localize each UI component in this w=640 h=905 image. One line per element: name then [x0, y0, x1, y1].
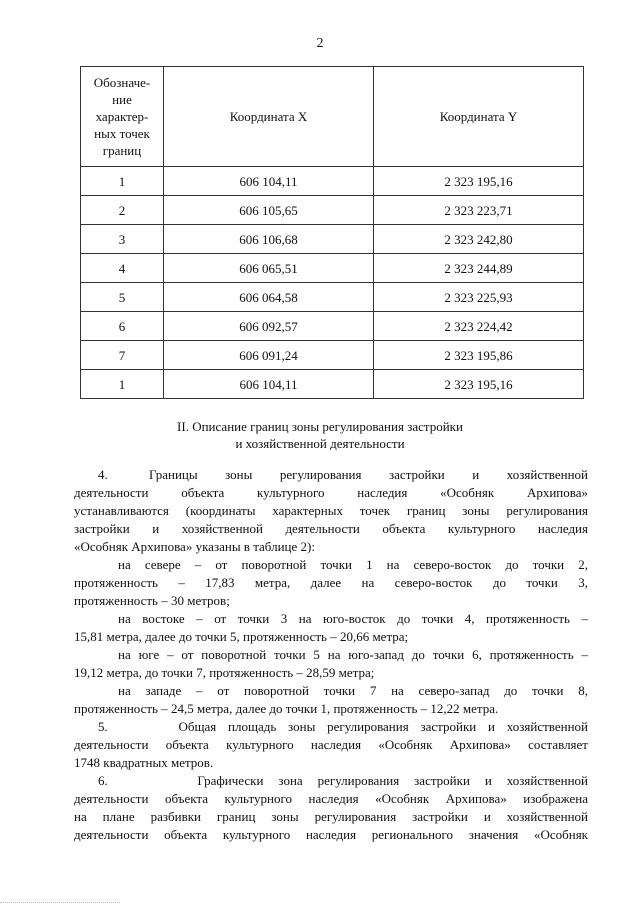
header-coordinate-y: Координата Y	[374, 67, 584, 167]
table-row	[81, 167, 584, 196]
footer-dotted-rule	[0, 902, 120, 903]
paragraph-5-line: 1748 квадратных метров.	[74, 755, 214, 770]
point-number: 2	[81, 196, 164, 225]
coordinate-x: 606 106,68	[164, 225, 374, 254]
document-body	[74, 466, 588, 844]
section-title-line-2: и хозяйственной деятельности	[235, 436, 405, 451]
table-row	[81, 341, 584, 370]
table-row	[81, 312, 584, 341]
coordinate-y: 2 323 242,80	[374, 225, 584, 254]
west-boundary-line: на западе – от поворотной точки 7 на северо-запад до точки 8,	[118, 683, 588, 698]
table-row	[81, 370, 584, 399]
coordinate-y: 2 323 195,16	[374, 167, 584, 196]
north-boundary-line: протяженность – 30 метров;	[74, 593, 230, 608]
coordinate-x: 606 104,11	[164, 370, 374, 399]
east-boundary-line: 15,81 метра, далее до точки 5, протяженность – 20,66 метра;	[74, 629, 409, 644]
paragraph-4-line: 4. Границы зоны регулирования застройки и хозяйственной	[98, 467, 588, 482]
table-header-row	[81, 67, 584, 167]
paragraph-5-line: 5. Общая площадь зоны регулирования застройки и хозяйственной	[98, 719, 588, 734]
coordinate-x: 606 105,65	[164, 196, 374, 225]
paragraph-4-line: застройки и хозяйственной деятельности объекта культурного наследия	[74, 521, 588, 536]
paragraph-4-line: устанавливаются (координаты характерных точек границ зоны регулирования	[74, 503, 588, 518]
page-number: 2	[316, 36, 324, 51]
coordinate-y: 2 323 195,16	[374, 370, 584, 399]
point-number: 1	[81, 370, 164, 399]
point-number: 1	[81, 167, 164, 196]
coordinate-y: 2 323 244,89	[374, 254, 584, 283]
coordinate-x: 606 092,57	[164, 312, 374, 341]
south-boundary-line: на юге – от поворотной точки 5 на юго-запад до точки 6, протяженность –	[118, 647, 588, 662]
north-boundary-line: на севере – от поворотной точки 1 на северо-восток до точки 2,	[118, 557, 588, 572]
paragraph-6-line: деятельности объекта культурного наследия регионального значения «Особняк	[74, 827, 588, 842]
header-coordinate-x: Координата X	[164, 67, 374, 167]
north-boundary-line: протяженность – 17,83 метра, далее на северо-восток до точки 3,	[74, 575, 588, 590]
point-number: 7	[81, 341, 164, 370]
south-boundary-line: 19,12 метра, до точки 7, протяженность – 28,59 метра;	[74, 665, 375, 680]
east-boundary-line: на востоке – от точки 3 на юго-восток до точки 4, протяженность –	[118, 611, 588, 626]
table-row	[81, 254, 584, 283]
coordinate-x: 606 064,58	[164, 283, 374, 312]
coordinate-y: 2 323 223,71	[374, 196, 584, 225]
coordinates-table	[80, 66, 584, 399]
header-point-line: Обозначе- ние характер- ных точек границ	[93, 75, 151, 158]
point-number: 5	[81, 283, 164, 312]
table-row	[81, 283, 584, 312]
west-boundary-line: протяженность – 24,5 метра, далее до точки 1, протяженность – 12,22 метра.	[74, 701, 499, 716]
paragraph-6-line: деятельности объекта культурного наследия «Особняк Архипова» изображена	[74, 791, 588, 806]
paragraph-4-line: «Особняк Архипова» указаны в таблице 2):	[74, 539, 315, 554]
paragraph-6-line: 6. Графически зона регулирования застройки и хозяйственной	[98, 773, 588, 788]
coordinate-x: 606 091,24	[164, 341, 374, 370]
paragraph-6-line: на плане разбивки границ зоны регулирования застройки и хозяйственной	[74, 809, 588, 824]
coordinate-x: 606 104,11	[164, 167, 374, 196]
section-title-line-1: II. Описание границ зоны регулирования застройки	[177, 419, 463, 434]
paragraph-4-line: деятельности объекта культурного наследия «Особняк Архипова»	[74, 485, 588, 500]
coordinate-x: 606 065,51	[164, 254, 374, 283]
coordinate-y: 2 323 225,93	[374, 283, 584, 312]
coordinate-y: 2 323 195,86	[374, 341, 584, 370]
point-number: 3	[81, 225, 164, 254]
paragraph-5-line: деятельности объекта культурного наследия «Особняк Архипова» составляет	[74, 737, 588, 752]
section-title	[0, 418, 640, 452]
table-row	[81, 196, 584, 225]
point-number: 4	[81, 254, 164, 283]
table-row	[81, 225, 584, 254]
header-point-designation	[81, 67, 164, 167]
point-number: 6	[81, 312, 164, 341]
coordinate-y: 2 323 224,42	[374, 312, 584, 341]
